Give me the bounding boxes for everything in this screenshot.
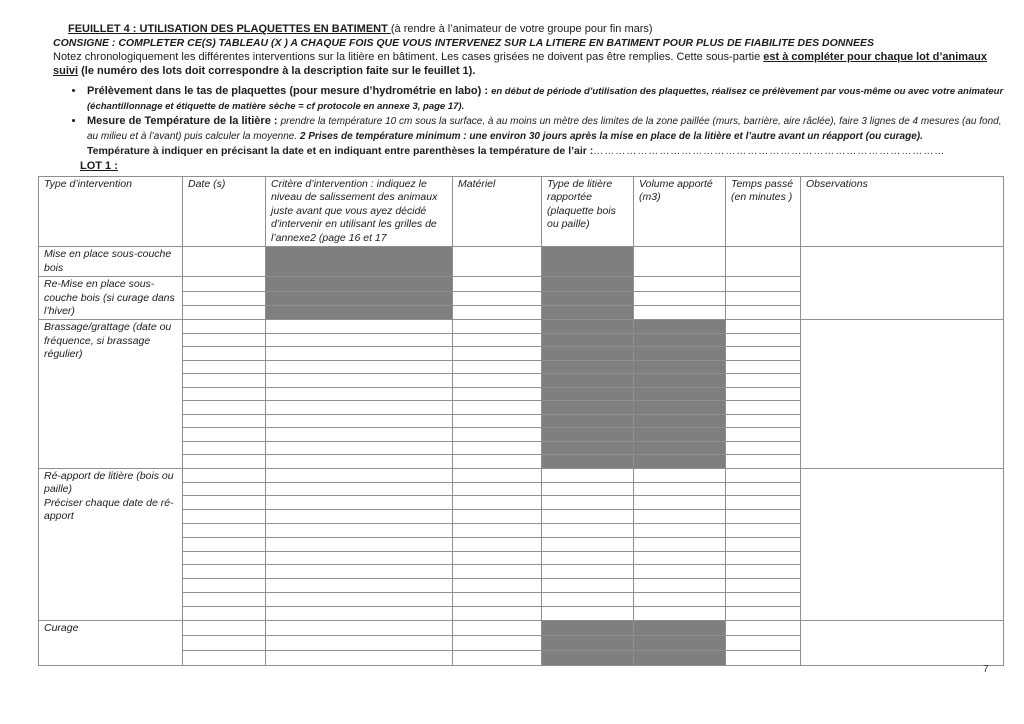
empty-cell-date [183,524,266,538]
empty-cell-critere [266,496,453,510]
empty-cell-temps [726,482,801,496]
bullet-temperature [85,114,1010,159]
empty-cell-temps [726,537,801,551]
empty-cell-critere [266,620,453,635]
empty-cell-volume [634,496,726,510]
header-row [39,177,1004,247]
lot-table [38,176,1004,666]
empty-cell-litiere [542,482,634,496]
grisee-cell-litiere [542,374,634,388]
empty-cell-litiere [542,606,634,620]
observations-cell [801,468,1004,620]
grisee-cell-litiere [542,247,634,277]
empty-cell-critere [266,551,453,565]
empty-cell-materiel [453,455,542,469]
empty-cell-materiel [453,510,542,524]
section-label-line: Curage [44,621,79,634]
section-label-re-apport [39,468,183,620]
empty-cell-temps [726,468,801,482]
empty-cell-materiel [453,347,542,361]
empty-cell-litiere [542,565,634,579]
column-header-critere: Critère d’intervention : indiquez le niveau de salissement des animaux juste avant que vous ayez décidé d’intervenir en utilisant les grilles de l’annexe2 (page 16 et 17 [266,177,453,247]
grisee-cell-critere [266,247,453,277]
empty-cell-critere [266,374,453,388]
empty-cell-materiel [453,441,542,455]
empty-cell-volume [634,565,726,579]
empty-cell-critere [266,579,453,593]
grisee-cell-volume [634,620,726,635]
table-row [39,247,1004,277]
empty-cell-materiel [453,593,542,607]
grisee-cell-critere [266,277,453,291]
empty-cell-critere [266,333,453,347]
empty-cell-materiel [453,537,542,551]
empty-cell-materiel [453,496,542,510]
grisee-cell-volume [634,333,726,347]
instructions-note [53,50,1010,78]
grisee-cell-volume [634,428,726,442]
grisee-cell-litiere [542,401,634,415]
bullet-temperature-detail: prendre la température 10 cm sous la surface, à au moins un mètre des limites de la zone paillée (murs, barrière, aire râclée), faire 3 lignes de 4 mesures (au fond, au milieu et à l’avant) puis calculer la moyenne. [87,116,1002,142]
grisee-cell-litiere [542,360,634,374]
empty-cell-materiel [453,277,542,291]
section-label-re-mise-en-place [39,277,183,320]
empty-cell-temps [726,401,801,415]
empty-cell-materiel [453,374,542,388]
empty-cell-date [183,510,266,524]
column-header-materiel: Matériel [453,177,542,247]
empty-cell-temps [726,620,801,635]
table-row [39,320,1004,334]
empty-cell-materiel [453,428,542,442]
empty-cell-date [183,579,266,593]
empty-cell-date [183,537,266,551]
section-label-line: Re-Mise en place sous-couche bois (si curage dans l’hiver) [44,278,175,317]
instructions-part2: (le numéro des lots doit correspondre à la description faite sur le feuillet 1). [78,65,476,77]
empty-cell-temps [726,441,801,455]
empty-cell-materiel [453,620,542,635]
empty-cell-date [183,374,266,388]
empty-cell-temps [726,333,801,347]
empty-cell-litiere [542,524,634,538]
empty-cell-materiel [453,468,542,482]
section-label-line: Mise en place sous-couche bois [44,248,172,274]
column-header-type: Type d’intervention [39,177,183,247]
section-label-brassage [39,320,183,469]
table-row [39,620,1004,635]
section-label-curage [39,620,183,665]
empty-cell-critere [266,401,453,415]
grisee-cell-litiere [542,428,634,442]
empty-cell-date [183,650,266,665]
observations-cell [801,320,1004,469]
form-title [68,22,1010,36]
empty-cell-date [183,565,266,579]
empty-cell-critere [266,524,453,538]
document-header-text [53,22,1010,159]
empty-cell-materiel [453,414,542,428]
grisee-cell-litiere [542,455,634,469]
empty-cell-critere [266,482,453,496]
grisee-cell-volume [634,374,726,388]
empty-cell-critere [266,635,453,650]
grisee-cell-volume [634,635,726,650]
empty-cell-critere [266,565,453,579]
empty-cell-temps [726,291,801,305]
empty-cell-materiel [453,565,542,579]
empty-cell-materiel [453,482,542,496]
empty-cell-materiel [453,650,542,665]
empty-cell-date [183,305,266,319]
empty-cell-temps [726,428,801,442]
bullet-prelevement-detail: en début de période d’utilisation des plaquettes, réalisez ce prélèvement par vous-même ou avec votre animateur (échantillonnage et étiquette de matière sèche = cf protocole en annexe 3, page 17). [87,86,1004,112]
empty-cell-date [183,593,266,607]
bullet-list [53,84,1010,159]
empty-cell-materiel [453,551,542,565]
grisee-cell-litiere [542,441,634,455]
form-title-note: (à rendre à l’animateur de votre groupe pour fin mars) [390,23,653,35]
column-header-obs: Observations [801,177,1004,247]
instructions-emphasis: est à compléter pour chaque lot d’animaux suivi [53,51,988,77]
empty-cell-date [183,455,266,469]
empty-cell-litiere [542,579,634,593]
empty-cell-litiere [542,551,634,565]
empty-cell-materiel [453,333,542,347]
empty-cell-critere [266,537,453,551]
empty-cell-volume [634,247,726,277]
empty-cell-critere [266,650,453,665]
empty-cell-volume [634,277,726,291]
empty-cell-date [183,620,266,635]
empty-cell-temps [726,347,801,361]
empty-cell-date [183,360,266,374]
grisee-cell-volume [634,401,726,415]
empty-cell-date [183,291,266,305]
empty-cell-temps [726,414,801,428]
page-number: 7 [983,664,989,675]
empty-cell-temps [726,579,801,593]
grisee-cell-litiere [542,387,634,401]
bullet-prelevement [85,84,1010,114]
empty-cell-date [183,482,266,496]
section-label-line: Brassage/grattage (date ou fréquence, si brassage régulier) [44,321,172,361]
empty-cell-date [183,333,266,347]
section-label-line: Préciser chaque date de ré-apport [44,496,174,523]
empty-cell-temps [726,387,801,401]
empty-cell-volume [634,593,726,607]
empty-cell-temps [726,305,801,319]
empty-cell-temps [726,593,801,607]
empty-cell-volume [634,551,726,565]
grisee-cell-volume [634,455,726,469]
empty-cell-temps [726,496,801,510]
empty-cell-critere [266,428,453,442]
empty-cell-temps [726,277,801,291]
empty-cell-date [183,277,266,291]
empty-cell-critere [266,347,453,361]
empty-cell-litiere [542,537,634,551]
grisee-cell-litiere [542,320,634,334]
observations-cell [801,247,1004,320]
grisee-cell-litiere [542,347,634,361]
empty-cell-date [183,320,266,334]
temperature-note-line [87,144,1010,159]
grisee-cell-critere [266,291,453,305]
empty-cell-volume [634,537,726,551]
empty-cell-date [183,496,266,510]
section-label-mise-en-place [39,247,183,277]
section-label-line: Ré-apport de litière (bois ou paille) [44,469,174,496]
column-header-date: Date (s) [183,177,266,247]
empty-cell-volume [634,482,726,496]
consigne-line: CONSIGNE : COMPLETER CE(S) TABLEAU (X ) A CHAQUE FOIS QUE VOUS INTERVENEZ SUR LA LITIERE EN BATIMENT POUR PLUS DE FIABILITE DES DONNEES [53,37,874,49]
empty-cell-temps [726,247,801,277]
empty-cell-temps [726,524,801,538]
empty-cell-date [183,441,266,455]
grisee-cell-volume [634,387,726,401]
empty-cell-litiere [542,496,634,510]
empty-cell-date [183,606,266,620]
lot-label: LOT 1 : [80,160,118,172]
empty-cell-date [183,387,266,401]
empty-cell-date [183,247,266,277]
empty-cell-materiel [453,606,542,620]
empty-cell-materiel [453,635,542,650]
empty-cell-date [183,414,266,428]
grisee-cell-critere [266,305,453,319]
empty-cell-temps [726,510,801,524]
bullet-temperature-lead: Mesure de Température de la litière : [87,115,281,127]
empty-cell-temps [726,374,801,388]
grisee-cell-volume [634,650,726,665]
instructions-part1: Notez chronologiquement les différentes interventions sur la litière en bâtiment. Les cases grisées ne doivent pas être remplies. Cette sous-partie [53,51,764,63]
empty-cell-temps [726,606,801,620]
empty-cell-critere [266,360,453,374]
empty-cell-temps [726,455,801,469]
empty-cell-litiere [542,468,634,482]
grisee-cell-volume [634,441,726,455]
empty-cell-materiel [453,247,542,277]
empty-cell-critere [266,414,453,428]
empty-cell-date [183,551,266,565]
column-header-temps: Temps passé (en minutes ) [726,177,801,247]
column-header-litiere: Type de litière rapportée (plaquette bois ou paille) [542,177,634,247]
grisee-cell-litiere [542,305,634,319]
empty-cell-volume [634,606,726,620]
empty-cell-critere [266,510,453,524]
temperature-note-label: Température à indiquer en précisant la date et en indiquant entre parenthèses la température de l’air : [87,145,594,157]
observations-cell [801,620,1004,665]
empty-cell-materiel [453,579,542,593]
empty-cell-volume [634,305,726,319]
empty-cell-date [183,428,266,442]
grisee-cell-volume [634,347,726,361]
empty-cell-materiel [453,305,542,319]
empty-cell-materiel [453,291,542,305]
grisee-cell-litiere [542,620,634,635]
empty-cell-litiere [542,593,634,607]
empty-cell-temps [726,320,801,334]
form-title-main: FEUILLET 4 : UTILISATION DES PLAQUETTES EN BATIMENT [68,23,391,35]
empty-cell-temps [726,360,801,374]
empty-cell-critere [266,387,453,401]
empty-cell-litiere [542,510,634,524]
empty-cell-materiel [453,401,542,415]
grisee-cell-litiere [542,650,634,665]
empty-cell-date [183,347,266,361]
column-header-volume: Volume apporté (m3) [634,177,726,247]
empty-cell-critere [266,320,453,334]
empty-cell-date [183,468,266,482]
bullet-prelevement-sep: : [481,85,492,97]
grisee-cell-litiere [542,333,634,347]
empty-cell-materiel [453,320,542,334]
empty-cell-critere [266,441,453,455]
empty-cell-materiel [453,387,542,401]
empty-cell-critere [266,468,453,482]
empty-cell-volume [634,510,726,524]
empty-cell-temps [726,650,801,665]
empty-cell-volume [634,524,726,538]
grisee-cell-litiere [542,277,634,291]
bullet-prelevement-lead: Prélèvement dans le tas de plaquettes (pour mesure d’hydrométrie en labo) [87,85,482,97]
grisee-cell-volume [634,414,726,428]
empty-cell-volume [634,291,726,305]
empty-cell-date [183,635,266,650]
empty-cell-materiel [453,360,542,374]
empty-cell-critere [266,606,453,620]
empty-cell-materiel [453,524,542,538]
empty-cell-date [183,401,266,415]
empty-cell-critere [266,455,453,469]
empty-cell-volume [634,468,726,482]
empty-cell-temps [726,551,801,565]
bullet-temperature-detail-bold: 2 Prises de température minimum : une environ 30 jours après la mise en place de la litière et l’autre avant un réapport (ou curage). [299,131,923,142]
grisee-cell-litiere [542,414,634,428]
grisee-cell-litiere [542,291,634,305]
empty-cell-volume [634,579,726,593]
table-row [39,468,1004,482]
grisee-cell-volume [634,320,726,334]
grisee-cell-litiere [542,635,634,650]
dotted-fill-line: …………………………………………………………………………………… [593,146,946,157]
empty-cell-temps [726,635,801,650]
empty-cell-temps [726,565,801,579]
grisee-cell-volume [634,360,726,374]
empty-cell-critere [266,593,453,607]
